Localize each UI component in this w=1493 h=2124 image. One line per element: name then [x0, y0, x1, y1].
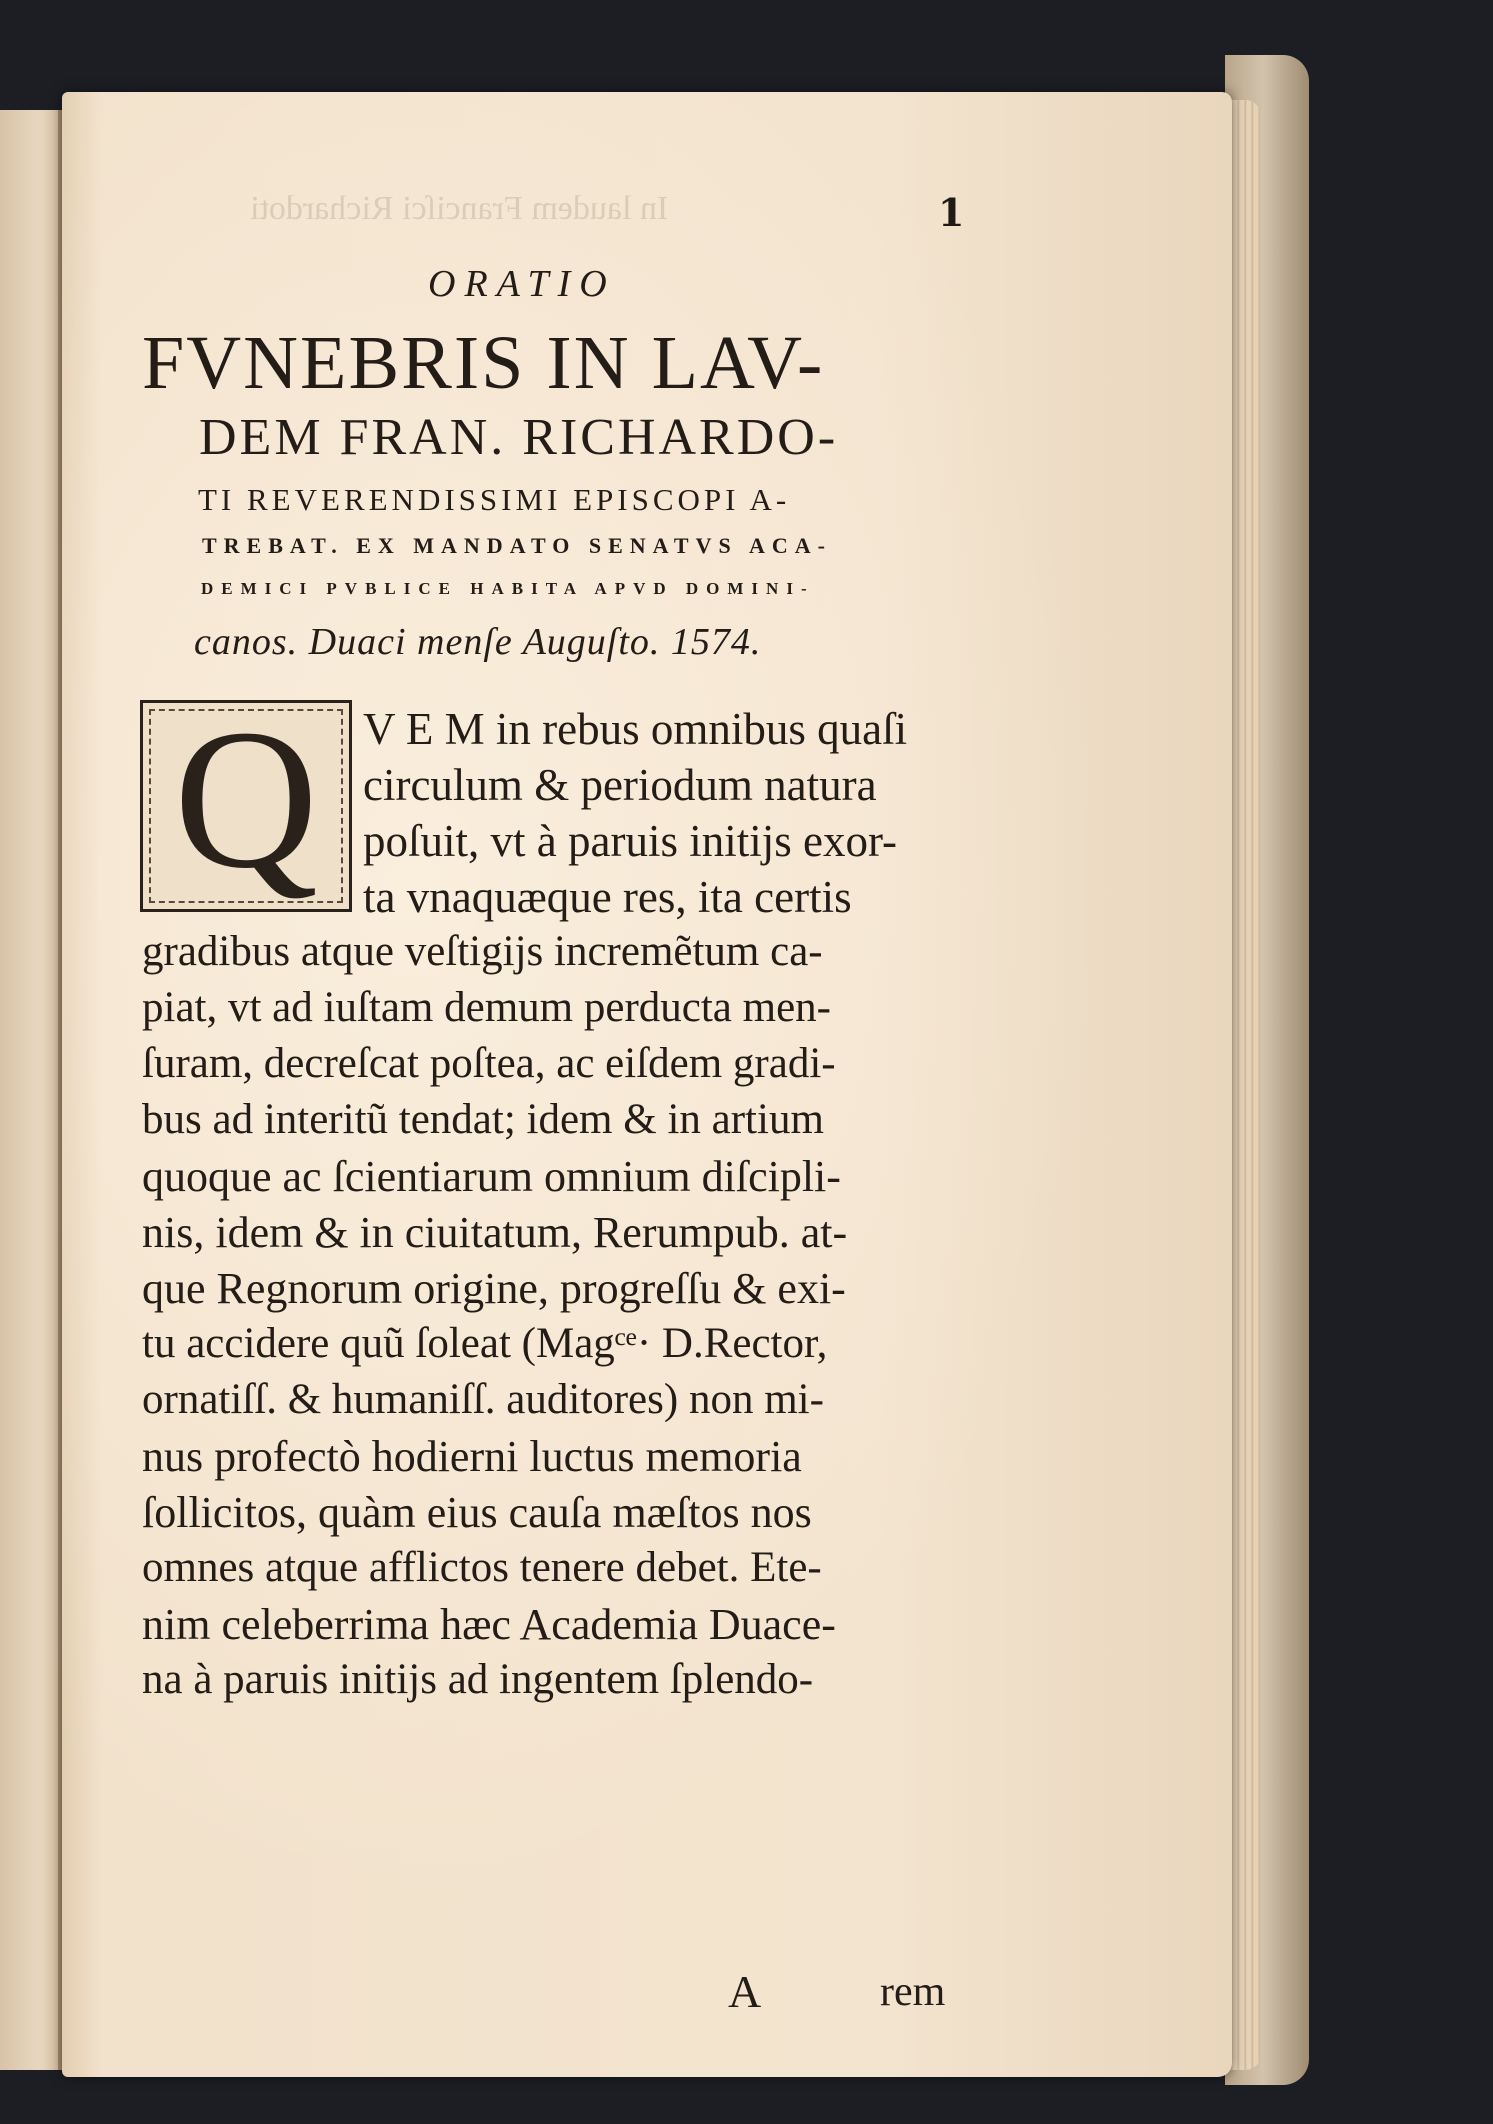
body-line: piat, vt ad iuſtam demum perducta men-	[142, 984, 831, 1031]
body-line: gradibus atque veſtigijs incremẽtum ca-	[142, 928, 823, 975]
catchword: rem	[880, 1969, 946, 2015]
heading-line-5: DEMICI PVBLICE HABITA APVD DOMINI-	[201, 579, 815, 598]
initial-letter: Q	[173, 689, 319, 910]
body-line: nus profectò hodierni luctus memoria	[142, 1432, 802, 1481]
page-number: 1	[938, 190, 965, 235]
body-line: quoque ac ſcientiarum omnium diſcipli-	[142, 1152, 841, 1201]
body-line: na à paruis initijs ad ingentem ſplendo-	[142, 1656, 814, 1703]
body-line: que Regnorum origine, progreſſu & exi-	[142, 1264, 846, 1313]
heading-line-3: TI REVERENDISSIMI EPISCOPI A-	[198, 482, 791, 517]
heading-line-4: TREBAT. EX MANDATO SENATVS ACA-	[202, 533, 832, 558]
facing-page	[0, 110, 69, 2070]
body-line: nim celeberrima hæc Academia Duace-	[142, 1600, 836, 1649]
body-line: V E M in rebus omnibus quaſi	[363, 704, 908, 754]
body-line: poſuit, vt à paruis initijs exor-	[363, 816, 898, 866]
body-line: tu accidere quũ ſoleat (Magᶜᵉ· D.Rector,	[142, 1320, 828, 1367]
heading-oratio: ORATIO	[428, 263, 616, 305]
body-line: ſollicitos, quàm eius cauſa mæſtos nos	[142, 1488, 812, 1537]
body-line: ſuram, decreſcat poſtea, ac eiſdem gradi-	[142, 1040, 836, 1087]
heading-dateline: canos. Duaci menſe Auguſto. 1574.	[194, 621, 762, 663]
body-line: circulum & periodum natura	[363, 760, 877, 810]
body-line: ta vnaquæque res, ita certis	[363, 872, 852, 922]
body-line: ornatiſſ. & humaniſſ. auditores) non mi-	[142, 1376, 824, 1423]
body-line: nis, idem & in ciuitatum, Rerumpub. at-	[142, 1208, 848, 1257]
heading-line-2: DEM FRAN. RICHARDO-	[199, 409, 839, 466]
body-line: omnes atque afflictos tenere debet. Ete-	[142, 1544, 822, 1591]
heading-line-1: FVNEBRIS IN LAV-	[142, 321, 825, 405]
signature-mark: A	[728, 1966, 762, 2017]
decorated-initial	[140, 689, 352, 912]
body-line: bus ad interitũ tendat; idem & in artium	[142, 1096, 824, 1143]
show-through: In laudem Franciſci Richardoti	[250, 190, 669, 227]
